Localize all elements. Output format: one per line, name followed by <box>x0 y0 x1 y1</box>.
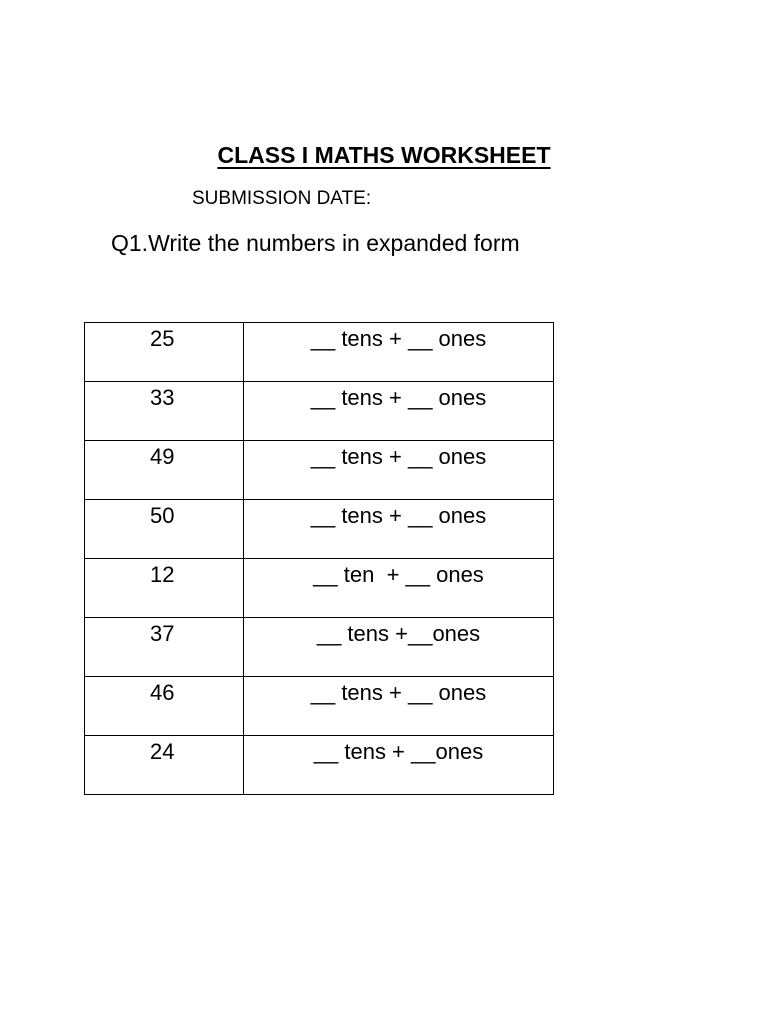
expanded-form-cell: __ tens + __ ones <box>244 677 554 736</box>
expanded-form-cell: __ tens + __ones <box>244 736 554 795</box>
number-cell: 50 <box>85 500 244 559</box>
table-row <box>85 736 554 795</box>
worksheet-title <box>0 141 768 169</box>
table-row <box>85 618 554 677</box>
expanded-form-table <box>84 322 554 795</box>
worksheet-title-text: CLASS I MATHS WORKSHEET <box>217 142 551 168</box>
expanded-form-cell: __ tens +__ones <box>244 618 554 677</box>
expanded-form-cell: __ tens + __ ones <box>244 382 554 441</box>
number-cell: 37 <box>85 618 244 677</box>
number-cell: 24 <box>85 736 244 795</box>
table-row <box>85 441 554 500</box>
expanded-form-cell: __ tens + __ ones <box>244 441 554 500</box>
table-row <box>85 500 554 559</box>
table-row <box>85 323 554 382</box>
expanded-form-cell: __ ten + __ ones <box>244 559 554 618</box>
expanded-form-cell: __ tens + __ ones <box>244 500 554 559</box>
table-row <box>85 382 554 441</box>
submission-date-label: SUBMISSION DATE: <box>192 188 372 209</box>
number-cell: 25 <box>85 323 244 382</box>
question-prompt: Q1.Write the numbers in expanded form <box>111 230 520 256</box>
table-row <box>85 559 554 618</box>
expanded-form-cell: __ tens + __ ones <box>244 323 554 382</box>
number-cell: 46 <box>85 677 244 736</box>
number-cell: 33 <box>85 382 244 441</box>
number-cell: 49 <box>85 441 244 500</box>
table-row <box>85 677 554 736</box>
number-cell: 12 <box>85 559 244 618</box>
